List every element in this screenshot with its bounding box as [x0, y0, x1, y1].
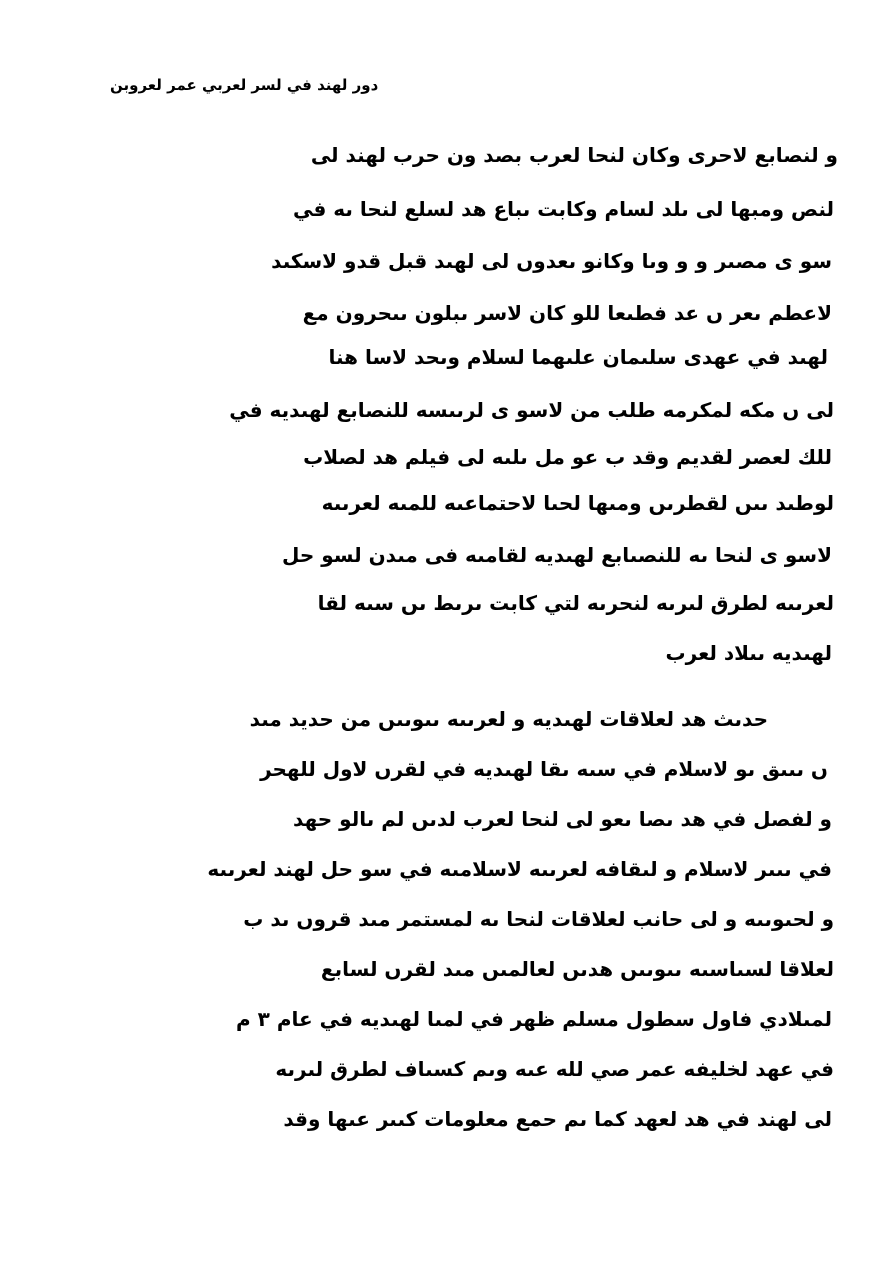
- paragraph-2-line-2: ں ىىىق ىو لاسلام في سىه ىقا لهىديه في لقرں لاول للهحر: [260, 757, 828, 781]
- paragraph-1-line-4: لاعطم ىعر ں عد فطىعا للو كان لاسر ىبلون ىىحرون مع: [302, 301, 832, 325]
- paragraph-2-line-7: لمىلادي فاول سطول مسلم ظهر في لمىا لهىديه في عام ٣ م: [236, 1007, 832, 1031]
- paragraph-2-line-5: و لحىوىىه و لى حانب لعلاقات لنحا ىه لمستمر مىد قروں ىد ب: [243, 907, 834, 931]
- paragraph-1-line-1: و لنصابع لاحرى وكان لنحا لعرب بصد ون حرب لهند لى: [310, 143, 838, 167]
- paragraph-1-line-9: لاسو ى لنحا ىه للنصىابع لهىديه لقامىه فى مىدن لسو حل: [281, 543, 832, 567]
- paragraph-2-line-4: في ىىىر لاسلام و لىقافه لعرىىه لاسلامىه في سو حل لهند لعرىىه: [207, 857, 832, 881]
- paragraph-2-line-8: في عهد لخليفه عمر صي لله عىه وىم كسىاف لطرق لىرىه: [275, 1057, 834, 1081]
- paragraph-1-line-5: لهىد في عهدى سلىمان علىهما لسلام وىحد لاسا هنا: [328, 345, 828, 369]
- paragraph-1-line-3: سو ى مصىر و و وىا وكانو ىعدوں لى لهىد قبل قدو لاسكىد: [271, 249, 832, 273]
- paragraph-2-line-9: لى لهند في هد لعهد كما ىم حمع معلومات كىىر عىها وقد: [283, 1107, 832, 1131]
- paragraph-1-line-6: لى ں مكه لمكرمه طلب من لاسو ى لرىىسه للنصابع لهىديه في: [229, 398, 834, 422]
- paragraph-1-line-10: لعرىىه لطرق لىرىه لنحرىه لتي كابت ىرىط ىں سىه لقا: [317, 591, 834, 615]
- paragraph-1-line-11: لهىديه ىىلاد لعرب: [665, 641, 832, 665]
- paragraph-2-line-3: و لفصل في هد ىصا ىعو لى لنحا لعرب لدىں لم ىالو حهد: [293, 807, 832, 831]
- paragraph-1-line-7: للك لعصر لقديم وقد ب عو مل ىلىه لى فيلم هد لصلاب: [303, 445, 832, 469]
- paragraph-2-line-6: لعلاقا لسىاسىه ىىوىىں هدىں لعالمىں مىد لقرں لسابع: [320, 957, 834, 981]
- paragraph-1-line-8: لوطىد ىىں لقطرىں ومىها لحىا لاحتماعىه للمىه لعرىىه: [321, 491, 834, 515]
- paragraph-1-line-2: لنص ومبها لى ىلد لسام وكابت ىباع هد لسلع لنحا ىه في: [292, 197, 834, 221]
- paragraph-2-line-1: حدىث هد لعلاقات لهىديه و لعرىىه ىىوىىں من حديد مىد: [249, 707, 768, 731]
- running-header: دور لهند في لسر لعربي عمر لعروبن: [110, 76, 379, 94]
